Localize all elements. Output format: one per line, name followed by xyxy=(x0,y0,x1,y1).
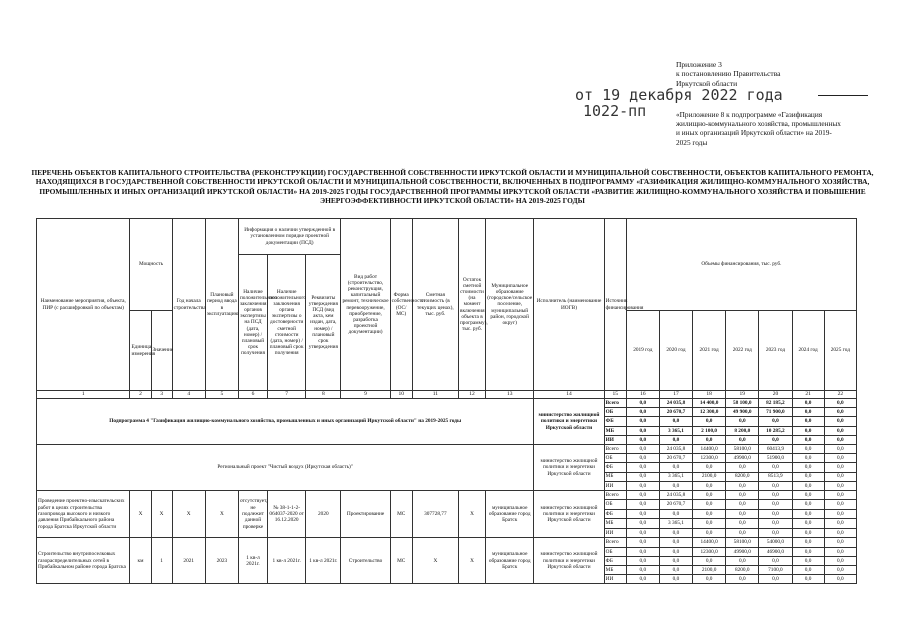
amount-cell: 0,0 xyxy=(824,509,856,519)
column-number: 21 xyxy=(792,391,824,399)
object-municipality: муниципальное образование город Братск xyxy=(486,538,534,584)
header-ownership: Форма собственности (ОС/МС) xyxy=(390,219,412,391)
column-number: 18 xyxy=(693,391,726,399)
amount-cell: 0,0 xyxy=(659,509,692,519)
object-estimate: № 38-1-1-2-064037-2020 от 16.12.2020 xyxy=(268,490,306,538)
amount-cell: 0,0 xyxy=(726,519,759,529)
source-cell: ФБ xyxy=(604,509,626,519)
source-cell: МБ xyxy=(604,565,626,574)
amount-cell: 0,0 xyxy=(693,509,726,519)
column-number: 19 xyxy=(726,391,759,399)
amount-cell: 0,0 xyxy=(792,454,824,463)
source-cell: ИИ xyxy=(604,481,626,490)
source-cell: ОБ xyxy=(604,408,626,417)
amount-cell: 0,0 xyxy=(626,500,659,510)
amount-cell: 0,0 xyxy=(659,547,692,556)
header-municipality: Муниципальное образование (городское/сельское поселение, муниципальный район, городской округ) xyxy=(486,219,534,391)
amount-cell: 51900,0 xyxy=(759,454,792,463)
amount-cell: 0,0 xyxy=(626,463,659,472)
amount-cell: 0,0 xyxy=(792,565,824,574)
amount-cell: 0,0 xyxy=(726,417,759,426)
object-ownership: МС xyxy=(390,490,412,538)
amount-cell: 0,0 xyxy=(693,528,726,538)
amount-cell: 0,0 xyxy=(824,454,856,463)
column-number: 2 xyxy=(130,391,151,399)
amount-cell: 0,0 xyxy=(759,509,792,519)
amount-cell: 0,0 xyxy=(824,519,856,529)
header-approval: Реквизиты утверждения ПСД (вид акта, кем издан, дата, номер) / плановый срок утверждения xyxy=(306,255,341,391)
registration-number-stamp: 1022-пп xyxy=(583,102,647,120)
amount-cell: 0,0 xyxy=(626,565,659,574)
column-number: 15 xyxy=(604,391,626,399)
amount-cell: 0,0 xyxy=(792,556,824,565)
column-number: 12 xyxy=(458,391,485,399)
amount-cell: 0,0 xyxy=(693,575,726,584)
source-cell: ФБ xyxy=(604,556,626,565)
source-cell: МБ xyxy=(604,472,626,481)
amount-cell: 10 285,2 xyxy=(759,426,792,435)
new-appendix-line: 2025 годы xyxy=(676,137,708,147)
amount-cell: 0,0 xyxy=(824,528,856,538)
amount-cell: 0,0 xyxy=(726,500,759,510)
object-work-type: Проектирование xyxy=(341,490,390,538)
header-source: Источник финансирования xyxy=(604,219,626,391)
amount-cell: 0,0 xyxy=(626,444,659,453)
amount-cell: 0,0 xyxy=(693,500,726,510)
amount-cell: 0,0 xyxy=(759,528,792,538)
amount-cell: 0,0 xyxy=(792,575,824,584)
registration-date-stamp: от 19 декабря 2022 года xyxy=(575,86,783,104)
source-cell: МБ xyxy=(604,426,626,435)
object-expertise: 1 кв-л 2021г. xyxy=(238,538,267,584)
column-number: 1 xyxy=(37,391,130,399)
column-number: 20 xyxy=(759,391,792,399)
column-number: 14 xyxy=(534,391,604,399)
header-year: 2025 год xyxy=(824,311,856,391)
column-number: 22 xyxy=(824,391,856,399)
column-number: 7 xyxy=(268,391,306,399)
column-number: 13 xyxy=(486,391,534,399)
source-cell: Всего xyxy=(604,490,626,500)
amount-cell: 0,0 xyxy=(824,399,856,408)
amount-cell: 2100,0 xyxy=(693,472,726,481)
amount-cell: 0,0 xyxy=(824,426,856,435)
column-number: 6 xyxy=(238,391,267,399)
amount-cell: 0,0 xyxy=(726,481,759,490)
amount-cell: 0,0 xyxy=(792,435,824,444)
amount-cell: 14 400,0 xyxy=(693,399,726,408)
amount-cell: 0,0 xyxy=(693,490,726,500)
amount-cell: 58 100,0 xyxy=(726,399,759,408)
amount-cell: 0,0 xyxy=(824,417,856,426)
source-cell: ОБ xyxy=(604,500,626,510)
header-capacity: Мощность xyxy=(130,219,172,311)
amount-cell: 0,0 xyxy=(693,519,726,529)
column-number: 16 xyxy=(626,391,659,399)
amount-cell: 0,0 xyxy=(626,509,659,519)
amount-cell: 0,0 xyxy=(792,399,824,408)
appendix-line: Приложение 3 xyxy=(676,60,722,69)
amount-cell: 0,0 xyxy=(824,481,856,490)
appendix-line: к постановлению Правительства xyxy=(676,69,781,79)
header-year: 2024 год xyxy=(792,311,824,391)
amount-cell: 49 900,0 xyxy=(726,408,759,417)
column-number: 9 xyxy=(341,391,390,399)
header-year: 2021 год xyxy=(693,311,726,391)
amount-cell: 0,0 xyxy=(726,556,759,565)
object-estimate: 1 кв-л 2021г. xyxy=(268,538,306,584)
amount-cell: 24 035,8 xyxy=(659,490,692,500)
column-number: 11 xyxy=(412,391,458,399)
header-year: 2023 год xyxy=(759,311,792,391)
amount-cell: 12300,0 xyxy=(693,547,726,556)
amount-cell: 49900,0 xyxy=(726,547,759,556)
source-cell: МБ xyxy=(604,519,626,529)
object-row xyxy=(37,490,857,500)
amount-cell: 0,0 xyxy=(792,509,824,519)
header-cost: Сметная стоимость (в текущих ценах), тыс. руб. xyxy=(412,219,458,391)
amount-cell: 3 365,1 xyxy=(659,426,692,435)
object-start-year: 2021 xyxy=(172,538,205,584)
project-row xyxy=(37,444,857,453)
amount-cell: 0,0 xyxy=(792,490,824,500)
amount-cell: 0,0 xyxy=(626,547,659,556)
amount-cell: 58100,0 xyxy=(726,538,759,547)
amount-cell: 0,0 xyxy=(659,417,692,426)
object-executor: министерство жилищной политики и энергетики Иркутской области xyxy=(534,538,604,584)
amount-cell: 58100,0 xyxy=(726,444,759,453)
header-executor: Исполнитель (наименование ИОГВ) xyxy=(534,219,604,391)
amount-cell: 0,0 xyxy=(626,454,659,463)
amount-cell: 0,0 xyxy=(659,556,692,565)
amount-cell: 0,0 xyxy=(626,519,659,529)
header-name: Наименование мероприятия, объекта, ПИР (с расшифровкой по объектам) xyxy=(37,219,130,391)
subprogram-name: Подпрограмма 4 "Газификация жилищно-коммунального хозяйства, промышленных и иных организаций Иркутской области" на 2019-2025 годы xyxy=(37,399,534,445)
object-row xyxy=(37,538,857,547)
amount-cell: 46900,0 xyxy=(759,547,792,556)
amount-cell: 2100,0 xyxy=(693,565,726,574)
project-name: Региональный проект "Чистый воздух (Иркутская область)" xyxy=(37,444,534,490)
amount-cell: 24 035,8 xyxy=(659,444,692,453)
amount-cell: 0,0 xyxy=(659,481,692,490)
subprogram-row xyxy=(37,399,857,408)
document-title: ПЕРЕЧЕНЬ ОБЪЕКТОВ КАПИТАЛЬНОГО СТРОИТЕЛЬСТВА (РЕКОНСТРУКЦИИ) ГОСУДАРСТВЕННОЙ СОБСТВЕННОСТИ ИРКУТСКОЙ ОБЛАСТИ И МУНИЦИПАЛЬНОЙ СОБСТВЕННОСТИ, ОБЪЕКТОВ КАПИТАЛЬНОГО РЕМОНТА, НАХОДЯЩИХСЯ В ГОСУДАРСТВЕННОЙ СОБСТВЕННОСТИ ИРКУТСКОЙ ОБЛАСТИ И МУНИЦИПАЛЬНОЙ СОБСТВЕННОСТИ, ВКЛЮЧЕННЫХ В ПОДПРОГРАММУ «ГАЗИФИКАЦИЯ ЖИЛИЩНО-КОММУНАЛЬНОГО ХОЗЯЙСТВА, ПРОМЫШЛЕННЫХ И ИНЫХ ОРГАНИЗАЦИЙ ИРКУТСКОЙ ОБЛАСТИ» НА 2019-2025 ГОДЫ ГОСУДАРСТВЕННОЙ ПРОГРАММЫ ИРКУТСКОЙ ОБЛАСТИ «РАЗВИТИЕ ЖИЛИЩНО-КОММУНАЛЬНОГО ХОЗЯЙСТВА И ПОВЫШЕНИЕ ЭНЕРГОЭФФЕКТИВНОСТИ ИРКУТСКОЙ ОБЛАСТИ» НА 2019-2025 ГОДЫ xyxy=(31,168,874,206)
source-cell: ФБ xyxy=(604,417,626,426)
column-number: 10 xyxy=(390,391,412,399)
amount-cell: 14400,0 xyxy=(693,444,726,453)
header-expertise: Наличие положительного заключения органов экспертизы на ПСД (дата, номер) / плановый срок получения xyxy=(238,255,267,391)
amount-cell: 0,0 xyxy=(792,538,824,547)
amount-cell: 0,0 xyxy=(824,435,856,444)
amount-cell: 0,0 xyxy=(726,490,759,500)
amount-cell: 0,0 xyxy=(626,490,659,500)
amount-cell: 8513,9 xyxy=(759,472,792,481)
amount-cell: 0,0 xyxy=(626,435,659,444)
header-value: Значение xyxy=(151,311,172,391)
amount-cell: 0,0 xyxy=(659,528,692,538)
appendix-line: Иркутской области xyxy=(676,78,738,88)
amount-cell: 0,0 xyxy=(759,435,792,444)
object-start-year: Х xyxy=(172,490,205,538)
amount-cell: 0,0 xyxy=(626,426,659,435)
signature-rule xyxy=(818,95,868,96)
header-work-type: Вид работ (строительство, реконструкция, капитальный ремонт, техническое перевооружение, приобретение, разработка проектной документации) xyxy=(341,219,390,391)
amount-cell: 0,0 xyxy=(824,500,856,510)
appendix-reference xyxy=(676,60,866,88)
amount-cell: 12300,0 xyxy=(693,454,726,463)
object-municipality: муниципальное образование город Братск xyxy=(486,490,534,538)
amount-cell: 0,0 xyxy=(693,417,726,426)
amount-cell: 3 365,1 xyxy=(659,519,692,529)
amount-cell: 0,0 xyxy=(792,519,824,529)
amount-cell: 0,0 xyxy=(792,528,824,538)
amount-cell: 0,0 xyxy=(824,472,856,481)
amount-cell: 0,0 xyxy=(726,575,759,584)
column-number: 3 xyxy=(151,391,172,399)
object-expertise: отсутствует, не подлежит данной проверке xyxy=(238,490,267,538)
object-executor: министерство жилищной политики и энергетики Иркутской области xyxy=(534,490,604,538)
header-start-year: Год начала строительства xyxy=(172,219,205,391)
object-name: Строительство внутрипоселковых газораспределительных сетей в Прибайкальном районе города Братска xyxy=(37,538,130,584)
amount-cell: 0,0 xyxy=(759,417,792,426)
header-year: 2019 год xyxy=(626,311,659,391)
amount-cell: 0,0 xyxy=(759,490,792,500)
amount-cell: 71 900,0 xyxy=(759,408,792,417)
amount-cell: 8 200,0 xyxy=(726,426,759,435)
header-plan-period: Плановый период ввода в эксплуатацию xyxy=(205,219,238,391)
amount-cell: 2 100,0 xyxy=(693,426,726,435)
new-appendix-line: и иных организаций Иркутской области» на 2019- xyxy=(676,128,832,138)
object-value: Х xyxy=(151,490,172,538)
amount-cell: 0,0 xyxy=(759,556,792,565)
amount-cell: 0,0 xyxy=(626,472,659,481)
amount-cell: 0,0 xyxy=(693,556,726,565)
object-cost: Х xyxy=(412,538,458,584)
amount-cell: 0,0 xyxy=(824,444,856,453)
amount-cell: 0,0 xyxy=(792,408,824,417)
source-cell: ФБ xyxy=(604,463,626,472)
amount-cell: 20 670,7 xyxy=(659,500,692,510)
header-year: 2020 год xyxy=(659,311,692,391)
header-year: 2022 год xyxy=(726,311,759,391)
amount-cell: 7100,0 xyxy=(759,565,792,574)
column-number: 8 xyxy=(306,391,341,399)
amount-cell: 0,0 xyxy=(726,463,759,472)
amount-cell: 24 035,8 xyxy=(659,399,692,408)
header-docs-group: Информация о наличии утвержденной в установленном порядке проектной документации (ПСД) xyxy=(238,219,340,255)
amount-cell: 0,0 xyxy=(792,444,824,453)
new-appendix-reference xyxy=(676,110,866,147)
source-cell: ОБ xyxy=(604,454,626,463)
amount-cell: 0,0 xyxy=(824,538,856,547)
column-number: 17 xyxy=(659,391,692,399)
amount-cell: 0,0 xyxy=(626,528,659,538)
header-estimate: Наличие положительного заключения органа экспертизы о достоверности сметной стоимости (дата, номер) / плановый срок получения xyxy=(268,255,306,391)
amount-cell: 0,0 xyxy=(824,408,856,417)
amount-cell: 8200,0 xyxy=(726,472,759,481)
object-ownership: МС xyxy=(390,538,412,584)
amount-cell: 0,0 xyxy=(659,575,692,584)
source-cell: ИИ xyxy=(604,435,626,444)
amount-cell: 0,0 xyxy=(759,463,792,472)
amount-cell: 14400,0 xyxy=(693,538,726,547)
object-remaining: Х xyxy=(458,490,485,538)
amount-cell: 0,0 xyxy=(759,500,792,510)
object-approval: 2020 xyxy=(306,490,341,538)
amount-cell: 0,0 xyxy=(759,519,792,529)
amount-cell: 0,0 xyxy=(792,463,824,472)
source-cell: ОБ xyxy=(604,547,626,556)
object-remaining: Х xyxy=(458,538,485,584)
source-cell: ИИ xyxy=(604,528,626,538)
source-cell: Всего xyxy=(604,538,626,547)
amount-cell: 0,0 xyxy=(759,575,792,584)
source-cell: Всего xyxy=(604,399,626,408)
subprogram-executor: министерство жилищной политики и энергетики Иркутской области xyxy=(534,399,604,445)
amount-cell: 0,0 xyxy=(659,435,692,444)
header-remaining: Остаток сметной стоимости (на момент включения объекта в программу), тыс. руб. xyxy=(458,219,485,391)
column-number: 5 xyxy=(205,391,238,399)
amount-cell: 0,0 xyxy=(693,463,726,472)
amount-cell: 0,0 xyxy=(726,435,759,444)
amount-cell: 0,0 xyxy=(626,481,659,490)
source-cell: ИИ xyxy=(604,575,626,584)
column-number: 4 xyxy=(172,391,205,399)
amount-cell: 0,0 xyxy=(626,538,659,547)
amount-cell: 0,0 xyxy=(792,426,824,435)
amount-cell: 0,0 xyxy=(792,547,824,556)
object-plan-period: 2023 xyxy=(205,538,238,584)
object-plan-period: Х xyxy=(205,490,238,538)
header-funding-group: Объемы финансирования, тыс. руб. xyxy=(626,219,856,311)
amount-cell: 0,0 xyxy=(824,463,856,472)
amount-cell: 0,0 xyxy=(792,481,824,490)
object-approval: 1 кв-л 2021г. xyxy=(306,538,341,584)
amount-cell: 8200,0 xyxy=(726,565,759,574)
source-cell: Всего xyxy=(604,444,626,453)
amount-cell: 0,0 xyxy=(726,509,759,519)
amount-cell: 3 365,1 xyxy=(659,472,692,481)
amount-cell: 0,0 xyxy=(824,565,856,574)
header-unit: Единица измерения xyxy=(130,311,151,391)
amount-cell: 0,0 xyxy=(693,481,726,490)
amount-cell: 0,0 xyxy=(659,565,692,574)
object-unit: км xyxy=(130,538,151,584)
amount-cell: 49900,0 xyxy=(726,454,759,463)
objects-table xyxy=(36,218,857,584)
amount-cell: 0,0 xyxy=(824,490,856,500)
amount-cell: 54000,0 xyxy=(759,538,792,547)
amount-cell: 0,0 xyxy=(824,575,856,584)
amount-cell: 0,0 xyxy=(693,435,726,444)
object-work-type: Строительство xyxy=(341,538,390,584)
amount-cell: 0,0 xyxy=(792,472,824,481)
column-number-row xyxy=(37,391,857,399)
amount-cell: 0,0 xyxy=(759,481,792,490)
object-unit: Х xyxy=(130,490,151,538)
amount-cell: 0,0 xyxy=(824,547,856,556)
object-name: Проведение проектно-изыскательских работ в целях строительства газопровода высокого и низкого давления Прибайкального района города Братска Иркутской области xyxy=(37,490,130,538)
amount-cell: 0,0 xyxy=(626,556,659,565)
amount-cell: 0,0 xyxy=(626,575,659,584)
amount-cell: 0,0 xyxy=(626,399,659,408)
amount-cell: 0,0 xyxy=(792,417,824,426)
amount-cell: 0,0 xyxy=(659,463,692,472)
new-appendix-line: жилищно-коммунального хозяйства, промышленных xyxy=(676,119,841,129)
amount-cell: 0,0 xyxy=(792,500,824,510)
amount-cell: 82 185,2 xyxy=(759,399,792,408)
project-executor: министерство жилищной политики и энергетики Иркутской области xyxy=(534,444,604,490)
amount-cell: 0,0 xyxy=(626,417,659,426)
amount-cell: 20 670,7 xyxy=(659,408,692,417)
amount-cell: 0,0 xyxy=(626,408,659,417)
amount-cell: 0,0 xyxy=(726,528,759,538)
amount-cell: 0,0 xyxy=(824,556,856,565)
amount-cell: 0,0 xyxy=(659,538,692,547)
amount-cell: 60413,9 xyxy=(759,444,792,453)
amount-cell: 12 300,0 xyxy=(693,408,726,417)
object-cost: 307728,77 xyxy=(412,490,458,538)
object-value: 1 xyxy=(151,538,172,584)
amount-cell: 20 670,7 xyxy=(659,454,692,463)
new-appendix-line: «Приложение 8 к подпрограмме «Газификация xyxy=(676,110,823,119)
